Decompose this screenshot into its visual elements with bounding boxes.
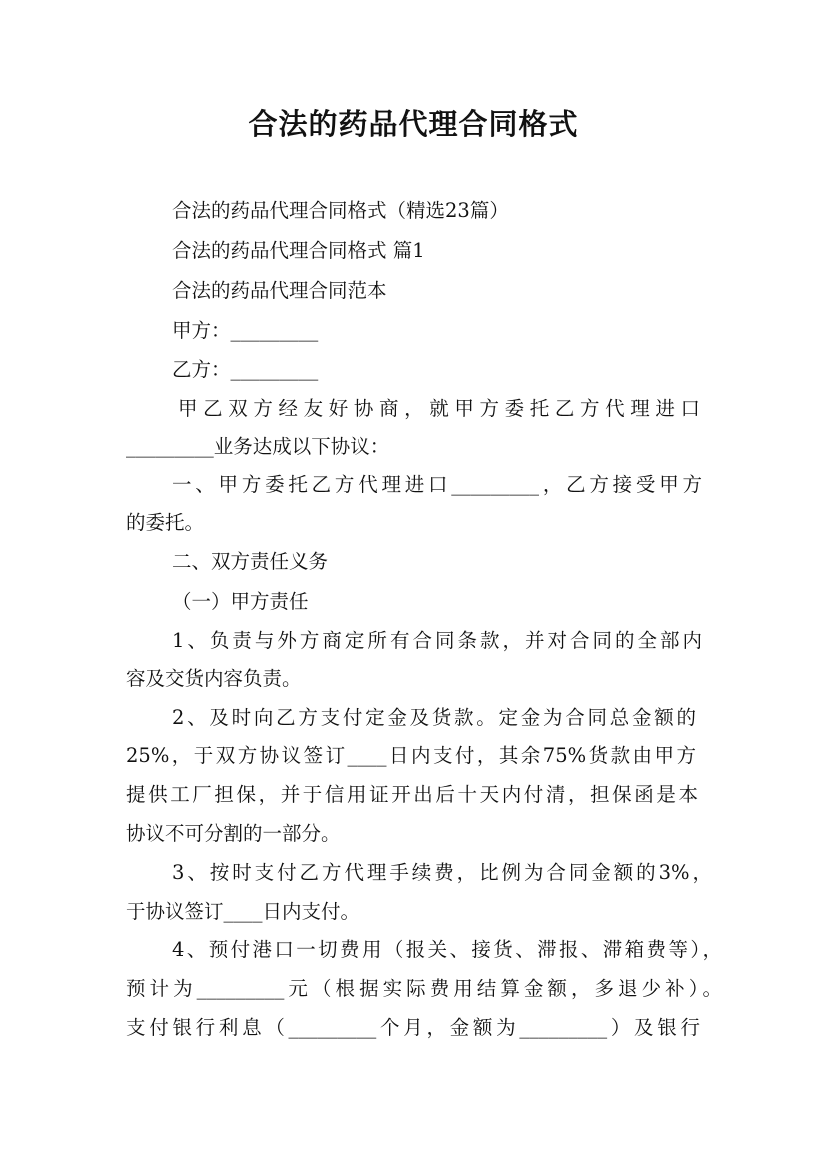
text-line: （一）甲方责任 — [172, 590, 309, 613]
text-line: 提供工厂担保，并于信用证开出后十天内付清，担保函是本 — [126, 783, 698, 806]
text-line: _________业务达成以下协议： — [126, 435, 390, 458]
document-title: 合法的药品代理合同格式 — [248, 107, 579, 141]
text-line: 支付银行利息（_________个月，金额为_________）及银行 — [126, 1016, 700, 1039]
text-line: 合法的药品代理合同范本 — [172, 279, 387, 302]
text-line: 于协议签订____日内支付。 — [126, 900, 361, 923]
text-line: 合法的药品代理合同格式 篇1 — [172, 239, 425, 262]
text-line: 甲方：_________ — [172, 319, 319, 342]
text-line: 甲乙双方经友好协商，就甲方委托乙方代理进口 — [178, 397, 700, 420]
text-line: 3、按时支付乙方代理手续费，比例为合同金额的3%， — [172, 861, 712, 884]
text-line: 容及交货内容负责。 — [126, 667, 302, 690]
text-line: 合法的药品代理合同格式（精选23篇） — [172, 199, 509, 222]
text-line: 预计为_________元（根据实际费用结算金额，多退少补）。 — [126, 977, 722, 1000]
text-line: 协议不可分割的一部分。 — [126, 822, 341, 845]
text-line: 4、预付港口一切费用（报关、接货、滞报、滞箱费等）， — [172, 938, 722, 961]
text-line: 25%，于双方协议签订____日内支付，其余75%货款由甲方 — [126, 744, 696, 767]
text-line: 二、双方责任义务 — [172, 550, 329, 573]
text-line: 1、负责与外方商定所有合同条款，并对合同的全部内 — [172, 629, 702, 652]
text-line: 2、及时向乙方支付定金及货款。定金为合同总金额的 — [172, 706, 696, 729]
text-line: 乙方：_________ — [172, 358, 319, 381]
text-line: 的委托。 — [126, 511, 205, 534]
text-line: 一、甲方委托乙方代理进口_________，乙方接受甲方 — [172, 473, 702, 496]
